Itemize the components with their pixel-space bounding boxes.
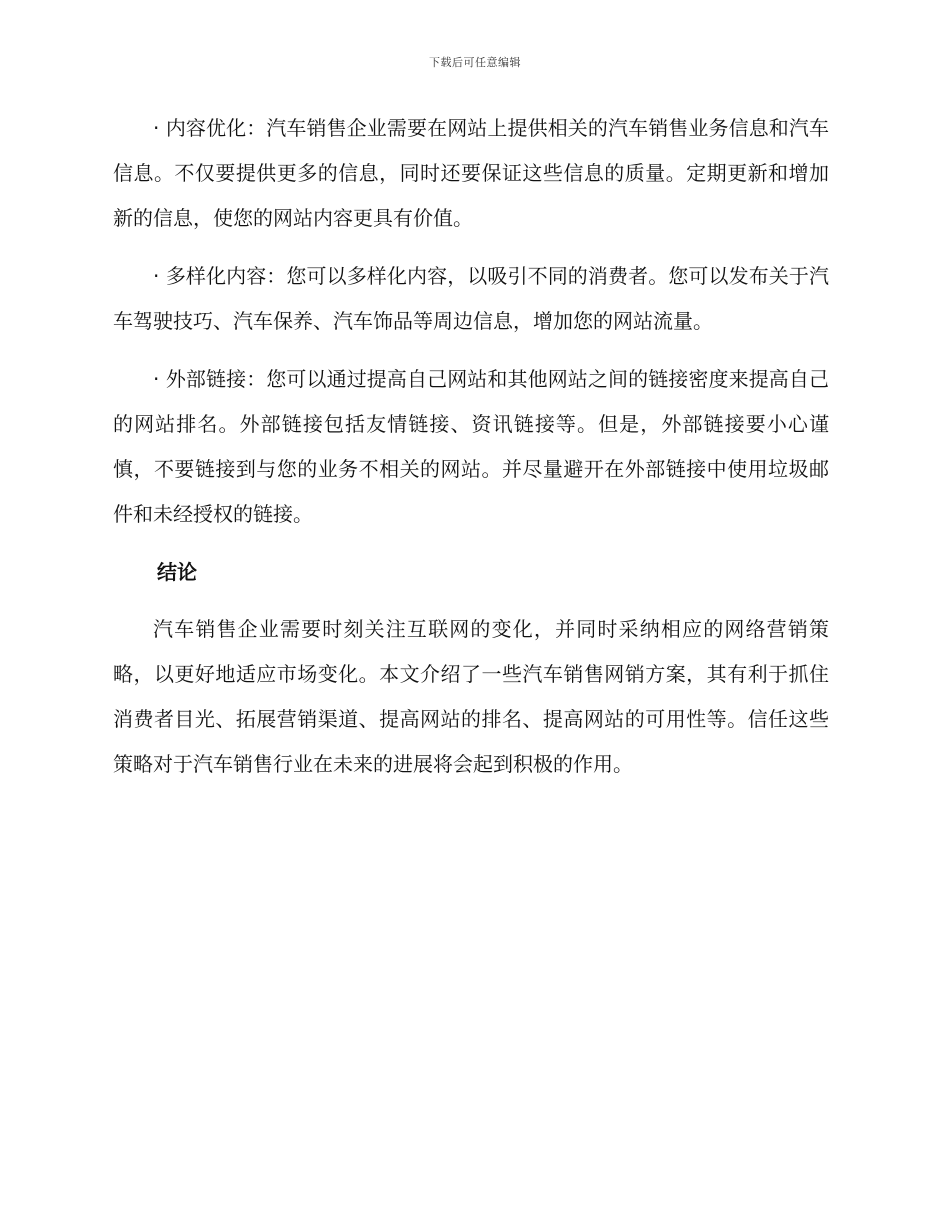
document-body <box>113 106 829 800</box>
section-title-conclusion: 结论 <box>157 560 197 584</box>
paragraph-external-links: · 外部链接：您可以通过提高自己网站和其他网站之间的链接密度来提高自己的网站排名。外部链接包括友情链接、资讯链接等。但是，外部链接要小心谨慎，不要链接到与您的业务不相关的网站。并尽量避开在外部链接中使用垃圾邮件和未经授权的链接。 <box>113 367 829 526</box>
paragraph-content-optimization: · 内容优化：汽车销售企业需要在网站上提供相关的汽车销售业务信息和汽车信息。不仅要提供更多的信息，同时还要保证这些信息的质量。定期更新和增加新的信息，使您的网站内容更具有价值。 <box>113 116 829 230</box>
paragraph-conclusion: 汽车销售企业需要时刻关注互联网的变化，并同时采纳相应的网络营销策略，以更好地适应市场变化。本文介绍了一些汽车销售网销方案，其有利于抓住消费者目光、拓展营销渠道、提高网站的排名、提高网站的可用性等。信任这些策略对于汽车销售行业在未来的进展将会起到积极的作用。 <box>113 617 829 776</box>
paragraph-diversified-content: · 多样化内容：您可以多样化内容，以吸引不同的消费者。您可以发布关于汽车驾驶技巧、汽车保养、汽车饰品等周边信息，增加您的网站流量。 <box>113 264 829 333</box>
page-header: 下载后可任意编辑 <box>429 56 521 69</box>
